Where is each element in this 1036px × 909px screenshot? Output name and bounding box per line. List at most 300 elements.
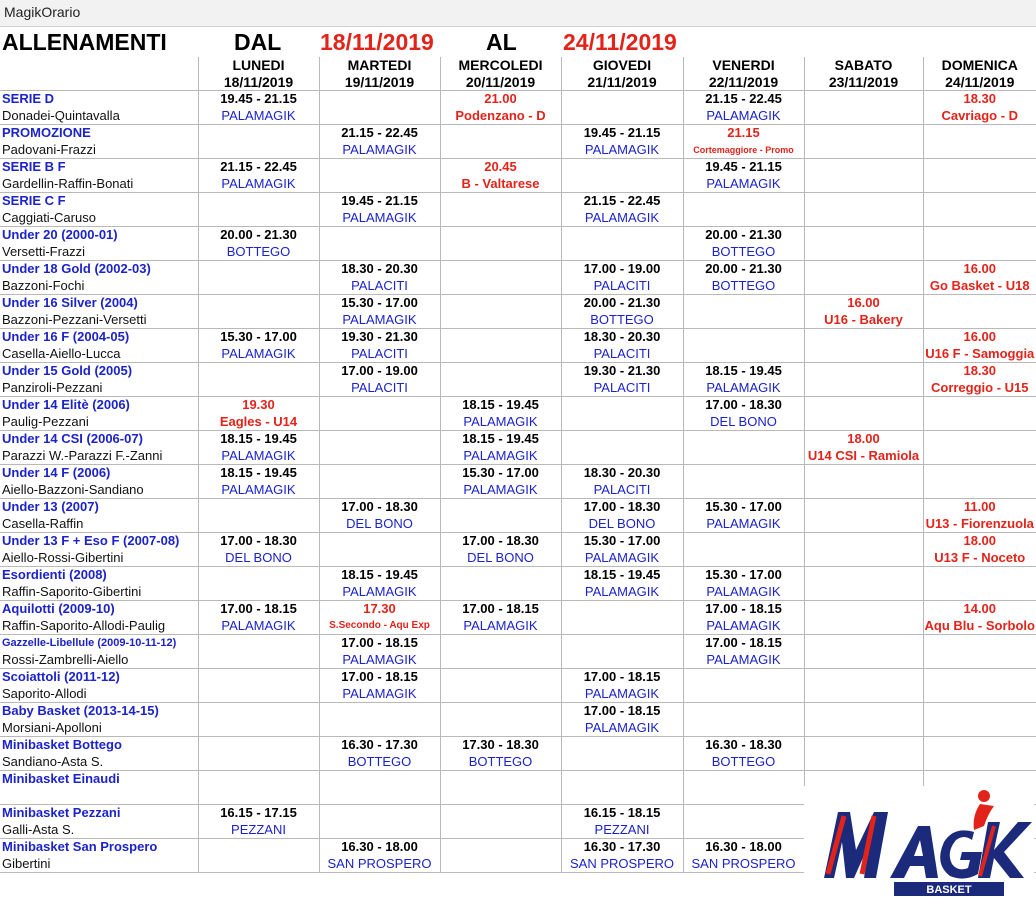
- empty-cell: [198, 363, 319, 380]
- empty-cell: [440, 567, 561, 584]
- schedule-table: [0, 57, 1036, 873]
- empty-cell: [683, 295, 804, 312]
- empty-cell: [804, 159, 923, 176]
- slot-place: PALACITI: [561, 380, 683, 397]
- empty-cell: [198, 635, 319, 652]
- empty-cell: [804, 91, 923, 108]
- empty-cell: [923, 244, 1036, 261]
- slot-place: PALACITI: [319, 278, 440, 295]
- slot-time: 16.00: [923, 261, 1036, 278]
- slot-place: BOTTEGO: [683, 278, 804, 295]
- empty-cell: [804, 499, 923, 516]
- slot-time: 17.00 - 18.15: [319, 635, 440, 652]
- empty-cell: [923, 652, 1036, 669]
- slot-time: 18.30 - 20.30: [561, 329, 683, 346]
- team-row-bottom: [0, 346, 1036, 363]
- empty-cell: [319, 805, 440, 822]
- slot-place: PALACITI: [561, 278, 683, 295]
- empty-cell: [683, 703, 804, 720]
- empty-cell: [440, 839, 561, 856]
- team-row-top: [0, 91, 1036, 108]
- team-row-top: [0, 669, 1036, 686]
- empty-cell: [198, 261, 319, 278]
- empty-cell: [440, 788, 561, 805]
- slot-time: 19.45 - 21.15: [561, 125, 683, 142]
- empty-cell: [440, 312, 561, 329]
- slot-time: 17.00 - 18.15: [198, 601, 319, 618]
- team-row-top: [0, 703, 1036, 720]
- slot-time: 17.00 - 19.00: [319, 363, 440, 380]
- logo-subtext: BASKET: [926, 884, 972, 896]
- slot-time: 21.15 - 22.45: [319, 125, 440, 142]
- slot-time: 18.15 - 19.45: [683, 363, 804, 380]
- empty-cell: [440, 380, 561, 397]
- slot-place: PALAMAGIK: [319, 584, 440, 601]
- team-coaches: Raffin-Saporito-Allodi-Paulig: [0, 618, 198, 635]
- slot-time: 21.15: [683, 125, 804, 142]
- slot-place: SAN PROSPERO: [319, 856, 440, 873]
- team-coaches: Caggiati-Caruso: [0, 210, 198, 227]
- team-coaches: Panziroli-Pezzani: [0, 380, 198, 397]
- empty-cell: [319, 448, 440, 465]
- team-row-top: [0, 499, 1036, 516]
- team-row-top: [0, 193, 1036, 210]
- slot-time: 18.15 - 19.45: [440, 397, 561, 414]
- empty-cell: [804, 363, 923, 380]
- empty-cell: [319, 227, 440, 244]
- empty-cell: [561, 652, 683, 669]
- slot-place: PALAMAGIK: [440, 482, 561, 499]
- empty-cell: [804, 737, 923, 754]
- team-coaches: Raffin-Saporito-Gibertini: [0, 584, 198, 601]
- team-name: Under 13 (2007): [2, 499, 99, 514]
- empty-cell: [923, 431, 1036, 448]
- empty-cell: [804, 346, 923, 363]
- team-row-top: [0, 431, 1036, 448]
- empty-cell: [923, 227, 1036, 244]
- empty-cell: [440, 652, 561, 669]
- empty-cell: [923, 295, 1036, 312]
- empty-cell: [683, 669, 804, 686]
- team-name: Under 20 (2000-01): [2, 227, 118, 242]
- empty-cell: [561, 754, 683, 771]
- slot-place: S.Secondo - Aqu Exp: [319, 618, 440, 635]
- team-coaches: Sandiano-Asta S.: [0, 754, 198, 771]
- team-name: Esordienti (2008): [2, 567, 107, 582]
- slot-time: 21.00: [440, 91, 561, 108]
- empty-cell: [198, 839, 319, 856]
- team-row-top: [0, 397, 1036, 414]
- schedule-title: ALLENAMENTI: [2, 29, 167, 55]
- team-name: Under 16 F (2004-05): [2, 329, 130, 344]
- slot-place: U16 F - Samoggia: [923, 346, 1036, 363]
- empty-cell: [198, 652, 319, 669]
- empty-cell: [804, 567, 923, 584]
- empty-cell: [804, 754, 923, 771]
- slot-place: PALAMAGIK: [319, 142, 440, 159]
- empty-cell: [683, 482, 804, 499]
- team-name: Minibasket San Prospero: [2, 839, 158, 854]
- empty-cell: [561, 737, 683, 754]
- empty-cell: [319, 176, 440, 193]
- team-row-bottom: [0, 618, 1036, 635]
- empty-cell: [440, 142, 561, 159]
- slot-time: 16.30 - 18.00: [683, 839, 804, 856]
- team-row-bottom: [0, 278, 1036, 295]
- empty-cell: [804, 414, 923, 431]
- empty-cell: [683, 788, 804, 805]
- team-row-top: [0, 601, 1036, 618]
- slot-time: 15.30 - 17.00: [683, 567, 804, 584]
- team-row-bottom: [0, 584, 1036, 601]
- empty-cell: [804, 329, 923, 346]
- empty-cell: [561, 91, 683, 108]
- empty-cell: [198, 312, 319, 329]
- slot-time: 21.15 - 22.45: [683, 91, 804, 108]
- slot-place: PALAMAGIK: [440, 414, 561, 431]
- day-name: MERCOLEDI: [440, 57, 561, 74]
- team-row-bottom: [0, 720, 1036, 737]
- empty-cell: [440, 363, 561, 380]
- empty-cell: [804, 482, 923, 499]
- empty-cell: [561, 788, 683, 805]
- slot-place: Podenzano - D: [440, 108, 561, 125]
- slot-place: DEL BONO: [683, 414, 804, 431]
- empty-cell: [804, 108, 923, 125]
- empty-cell: [804, 380, 923, 397]
- slot-time: 19.45 - 21.15: [683, 159, 804, 176]
- slot-time: 19.45 - 21.15: [319, 193, 440, 210]
- slot-time: 17.00 - 18.15: [319, 669, 440, 686]
- empty-cell: [440, 278, 561, 295]
- empty-cell: [198, 125, 319, 142]
- slot-time: 15.30 - 17.00: [440, 465, 561, 482]
- empty-cell: [561, 397, 683, 414]
- empty-cell: [923, 125, 1036, 142]
- empty-cell: [683, 329, 804, 346]
- slot-time: 17.00 - 18.15: [440, 601, 561, 618]
- empty-cell: [804, 261, 923, 278]
- empty-cell: [440, 499, 561, 516]
- slot-place: SAN PROSPERO: [561, 856, 683, 873]
- empty-cell: [198, 278, 319, 295]
- empty-cell: [198, 720, 319, 737]
- empty-cell: [683, 346, 804, 363]
- empty-cell: [198, 669, 319, 686]
- team-coaches: Casella-Raffin: [0, 516, 198, 533]
- empty-cell: [561, 431, 683, 448]
- empty-cell: [804, 669, 923, 686]
- team-name: Under 18 Gold (2002-03): [2, 261, 151, 276]
- slot-time: 16.30 - 17.30: [319, 737, 440, 754]
- empty-cell: [440, 329, 561, 346]
- empty-cell: [923, 448, 1036, 465]
- day-name: DOMENICA: [923, 57, 1036, 74]
- empty-cell: [319, 482, 440, 499]
- empty-cell: [683, 686, 804, 703]
- team-row-top: [0, 363, 1036, 380]
- team-row-bottom: [0, 448, 1036, 465]
- slot-time: 18.30: [923, 363, 1036, 380]
- slot-place: PALAMAGIK: [561, 584, 683, 601]
- from-label: DAL: [234, 29, 282, 55]
- empty-cell: [198, 584, 319, 601]
- empty-cell: [923, 414, 1036, 431]
- empty-cell: [561, 635, 683, 652]
- to-label: AL: [486, 29, 517, 55]
- window-title: MagikOrario: [4, 4, 81, 20]
- day-name: SABATO: [804, 57, 923, 74]
- empty-cell: [804, 278, 923, 295]
- slot-place: PEZZANI: [561, 822, 683, 839]
- day-date: 18/11/2019: [198, 74, 319, 91]
- team-row-top: [0, 533, 1036, 550]
- team-name: Gazzelle-Libellule (2009-10-11-12): [2, 637, 177, 649]
- empty-cell: [923, 159, 1036, 176]
- to-date: 24/11/2019: [563, 29, 677, 55]
- empty-cell: [198, 771, 319, 788]
- slot-place: PALAMAGIK: [319, 312, 440, 329]
- slot-place: DEL BONO: [440, 550, 561, 567]
- empty-cell: [561, 227, 683, 244]
- slot-time: 19.30 - 21.30: [319, 329, 440, 346]
- empty-cell: [804, 210, 923, 227]
- empty-cell: [440, 686, 561, 703]
- empty-cell: [923, 193, 1036, 210]
- slot-time: 15.30 - 17.00: [319, 295, 440, 312]
- slot-time: 20.00 - 21.30: [683, 261, 804, 278]
- empty-cell: [198, 567, 319, 584]
- slot-place: PEZZANI: [198, 822, 319, 839]
- logo-graphic: [804, 786, 1034, 904]
- slot-time: 16.15 - 18.15: [561, 805, 683, 822]
- empty-cell: [923, 703, 1036, 720]
- team-coaches: Gardellin-Raffin-Bonati: [0, 176, 198, 193]
- empty-cell: [319, 431, 440, 448]
- empty-cell: [804, 516, 923, 533]
- slot-time: 17.00 - 18.30: [440, 533, 561, 550]
- slot-place: PALACITI: [561, 482, 683, 499]
- team-coaches: Bazzoni-Pezzani-Versetti: [0, 312, 198, 329]
- slot-time: 20.45: [440, 159, 561, 176]
- empty-cell: [440, 771, 561, 788]
- team-row-bottom: [0, 244, 1036, 261]
- team-coaches: Versetti-Frazzi: [0, 244, 198, 261]
- slot-time: 18.30: [923, 91, 1036, 108]
- empty-cell: [440, 295, 561, 312]
- slot-place: SAN PROSPERO: [683, 856, 804, 873]
- team-coaches: Paulig-Pezzani: [0, 414, 198, 431]
- slot-place: PALAMAGIK: [440, 618, 561, 635]
- slot-place: Cortemaggiore - Promo: [683, 142, 804, 159]
- day-date: 20/11/2019: [440, 74, 561, 91]
- slot-time: 17.00 - 18.15: [683, 601, 804, 618]
- slot-time: 14.00: [923, 601, 1036, 618]
- slot-time: 17.00 - 18.15: [561, 703, 683, 720]
- empty-cell: [683, 805, 804, 822]
- empty-cell: [923, 669, 1036, 686]
- empty-cell: [804, 193, 923, 210]
- slot-place: BOTTEGO: [683, 244, 804, 261]
- magik-basket-logo: [804, 786, 1034, 904]
- empty-cell: [319, 159, 440, 176]
- slot-place: PALACITI: [561, 346, 683, 363]
- slot-time: 18.00: [804, 431, 923, 448]
- slot-time: 18.15 - 19.45: [440, 431, 561, 448]
- slot-time: 18.15 - 19.45: [198, 431, 319, 448]
- slot-time: 17.00 - 18.30: [319, 499, 440, 516]
- team-coaches: [0, 788, 198, 805]
- empty-cell: [319, 788, 440, 805]
- team-coaches: Aiello-Bazzoni-Sandiano: [0, 482, 198, 499]
- corner-cell: [0, 74, 198, 91]
- slot-place: BOTTEGO: [319, 754, 440, 771]
- empty-cell: [198, 856, 319, 873]
- slot-place: PALAMAGIK: [440, 448, 561, 465]
- empty-cell: [319, 108, 440, 125]
- empty-cell: [319, 465, 440, 482]
- empty-cell: [683, 822, 804, 839]
- empty-cell: [804, 465, 923, 482]
- slot-place: PALAMAGIK: [683, 176, 804, 193]
- slot-place: DEL BONO: [561, 516, 683, 533]
- slot-time: 17.00 - 18.30: [683, 397, 804, 414]
- empty-cell: [319, 244, 440, 261]
- empty-cell: [923, 584, 1036, 601]
- slot-place: Correggio - U15: [923, 380, 1036, 397]
- empty-cell: [440, 822, 561, 839]
- slot-place: PALAMAGIK: [198, 482, 319, 499]
- slot-place: BOTTEGO: [198, 244, 319, 261]
- slot-place: PALAMAGIK: [561, 550, 683, 567]
- slot-place: U14 CSI - Ramiola: [804, 448, 923, 465]
- slot-time: 16.30 - 18.00: [319, 839, 440, 856]
- empty-cell: [923, 176, 1036, 193]
- slot-place: PALAMAGIK: [319, 686, 440, 703]
- empty-cell: [804, 601, 923, 618]
- empty-cell: [561, 601, 683, 618]
- empty-cell: [923, 737, 1036, 754]
- team-coaches: Morsiani-Apolloni: [0, 720, 198, 737]
- team-name: Under 14 F (2006): [2, 465, 111, 480]
- team-name: Minibasket Pezzani: [2, 805, 121, 820]
- slot-time: 19.30: [198, 397, 319, 414]
- slot-place: DEL BONO: [198, 550, 319, 567]
- slot-time: 21.15 - 22.45: [561, 193, 683, 210]
- slot-place: Cavriago - D: [923, 108, 1036, 125]
- empty-cell: [198, 142, 319, 159]
- slot-time: 17.30: [319, 601, 440, 618]
- empty-cell: [923, 771, 1036, 788]
- team-row-bottom: [0, 516, 1036, 533]
- day-name-row: [0, 57, 1036, 74]
- slot-time: 17.00 - 18.30: [198, 533, 319, 550]
- empty-cell: [198, 703, 319, 720]
- team-row-top: [0, 567, 1036, 584]
- empty-cell: [198, 737, 319, 754]
- team-name: Scoiattoli (2011-12): [2, 669, 120, 684]
- slot-time: 20.00 - 21.30: [561, 295, 683, 312]
- slot-time: 16.15 - 17.15: [198, 805, 319, 822]
- empty-cell: [561, 176, 683, 193]
- slot-time: 21.15 - 22.45: [198, 159, 319, 176]
- empty-cell: [198, 788, 319, 805]
- empty-cell: [923, 720, 1036, 737]
- team-coaches: Saporito-Allodi: [0, 686, 198, 703]
- slot-time: 17.00 - 18.15: [561, 669, 683, 686]
- team-name: Under 13 F + Eso F (2007-08): [2, 533, 180, 548]
- empty-cell: [923, 754, 1036, 771]
- slot-place: Go Basket - U18: [923, 278, 1036, 295]
- team-coaches: Galli-Asta S.: [0, 822, 198, 839]
- team-row-bottom: [0, 754, 1036, 771]
- slot-time: 17.00 - 18.15: [683, 635, 804, 652]
- team-name: Baby Basket (2013-14-15): [2, 703, 159, 718]
- slot-place: PALAMAGIK: [683, 108, 804, 125]
- empty-cell: [804, 397, 923, 414]
- empty-cell: [319, 397, 440, 414]
- slot-place: PALAMAGIK: [683, 652, 804, 669]
- empty-cell: [804, 771, 923, 788]
- empty-cell: [440, 210, 561, 227]
- empty-cell: [923, 142, 1036, 159]
- slot-time: 16.00: [923, 329, 1036, 346]
- slot-place: DEL BONO: [319, 516, 440, 533]
- empty-cell: [440, 669, 561, 686]
- slot-time: 16.30 - 18.30: [683, 737, 804, 754]
- empty-cell: [319, 550, 440, 567]
- slot-place: PALAMAGIK: [561, 142, 683, 159]
- slot-time: 11.00: [923, 499, 1036, 516]
- empty-cell: [683, 193, 804, 210]
- empty-cell: [440, 125, 561, 142]
- day-name: GIOVEDI: [561, 57, 683, 74]
- empty-cell: [440, 193, 561, 210]
- empty-cell: [804, 720, 923, 737]
- corner-cell: [0, 57, 198, 74]
- team-row-bottom: [0, 686, 1036, 703]
- empty-cell: [440, 703, 561, 720]
- day-name: MARTEDI: [319, 57, 440, 74]
- empty-cell: [804, 584, 923, 601]
- empty-cell: [923, 312, 1036, 329]
- slot-time: 18.30 - 20.30: [561, 465, 683, 482]
- slot-time: 18.15 - 19.45: [561, 567, 683, 584]
- empty-cell: [561, 771, 683, 788]
- slot-place: PALACITI: [319, 380, 440, 397]
- empty-cell: [923, 397, 1036, 414]
- empty-cell: [440, 516, 561, 533]
- slot-time: 18.15 - 19.45: [198, 465, 319, 482]
- empty-cell: [683, 448, 804, 465]
- empty-cell: [804, 244, 923, 261]
- slot-place: U13 F - Noceto: [923, 550, 1036, 567]
- team-coaches: Rossi-Zambrelli-Aiello: [0, 652, 198, 669]
- empty-cell: [440, 635, 561, 652]
- slot-time: 18.00: [923, 533, 1036, 550]
- day-date: 21/11/2019: [561, 74, 683, 91]
- empty-cell: [198, 499, 319, 516]
- team-row-bottom: [0, 210, 1036, 227]
- team-name: Minibasket Einaudi: [2, 771, 120, 786]
- team-row-bottom: [0, 380, 1036, 397]
- empty-cell: [923, 635, 1036, 652]
- day-date: 22/11/2019: [683, 74, 804, 91]
- slot-time: 15.30 - 17.00: [198, 329, 319, 346]
- slot-time: 17.00 - 19.00: [561, 261, 683, 278]
- empty-cell: [683, 533, 804, 550]
- team-row-top: [0, 771, 1036, 788]
